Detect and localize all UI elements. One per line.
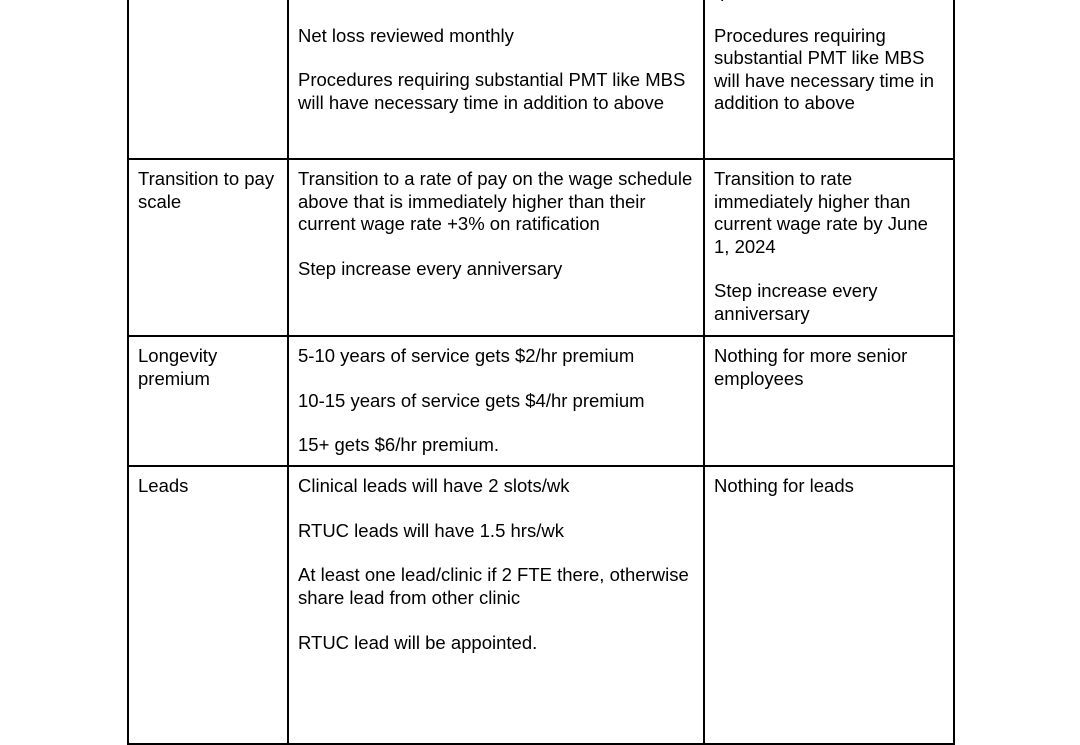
proposal-cell: [288, 466, 704, 744]
counter-text: Procedures requiring substantial PMT like MBS will have necessary time in addition to above: [714, 24, 935, 113]
category-cell: [128, 159, 288, 336]
proposal-text: Step increase every anniversary: [298, 257, 563, 279]
counter-text: Transition to rate immediately higher than current wage rate by June 1, 2024: [714, 168, 928, 257]
counter-text: Step increase every anniversary: [714, 280, 878, 324]
proposal-cell: [288, 0, 704, 159]
proposal-text: At least one lead/clinic if 2 FTE there, otherwise share lead from other clinic: [298, 564, 689, 608]
table-row: [128, 159, 954, 336]
category-cell: [128, 466, 288, 744]
proposal-text: Clinical leads will have 2 slots/wk: [298, 475, 570, 496]
table-row: [128, 466, 954, 744]
proposal-text: Transition to a rate of pay on the wage schedule above that is immediately higher than their current wage rate +3% on ratification: [298, 168, 693, 234]
proposal-cell: [288, 159, 704, 336]
category-label: Longevity premium: [138, 345, 218, 389]
comparison-table-frame: [127, 0, 953, 745]
proposal-text: Net loss reviewed monthly: [298, 24, 514, 46]
proposal-text: 15+ gets $6/hr premium.: [298, 434, 500, 455]
proposal-text: 5-10 years of service gets $2/hr premium: [298, 345, 635, 366]
counter-text: Nothing for more senior employees: [714, 345, 908, 389]
counter-cell: [704, 0, 954, 159]
counter-text: Nothing for leads: [714, 475, 854, 496]
proposal-text: RTUC leads will have 1.5 hrs/wk: [298, 519, 564, 541]
category-label: Leads: [138, 475, 189, 496]
comparison-table: [127, 0, 955, 745]
counter-text: [714, 0, 945, 3]
category-label: Transition to pay scale: [138, 168, 275, 212]
category-cell: [128, 336, 288, 466]
counter-cell: [704, 159, 954, 336]
proposal-text: Procedures requiring substantial PMT like MBS will have necessary time in addition to above: [298, 69, 686, 113]
table-row: [128, 0, 954, 159]
category-cell: [128, 0, 288, 159]
counter-cell: [704, 336, 954, 466]
proposal-text: [298, 0, 695, 3]
proposal-cell: [288, 336, 704, 466]
counter-cell: [704, 466, 954, 744]
proposal-text: 10-15 years of service gets $4/hr premium: [298, 389, 645, 411]
table-row: [128, 336, 954, 466]
proposal-text: RTUC lead will be appointed.: [298, 632, 538, 653]
